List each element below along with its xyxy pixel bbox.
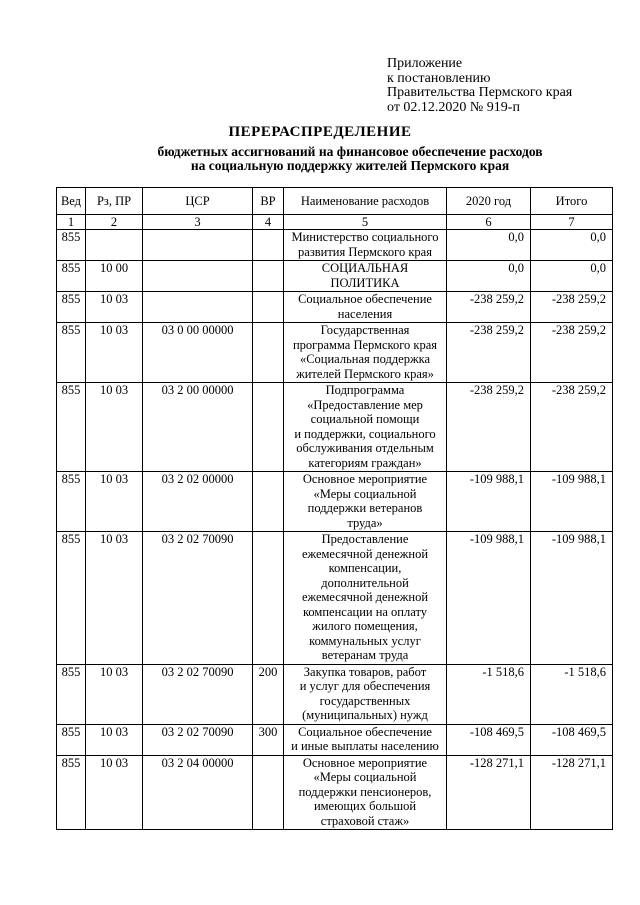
cell-rzpr xyxy=(86,230,143,261)
cell-name xyxy=(284,292,447,323)
cell-ved: 855 xyxy=(57,383,86,472)
name-line: и поддержки, социального xyxy=(294,426,436,441)
cell-csr: 03 0 00 00000 xyxy=(143,323,253,383)
column-number: 6 xyxy=(447,215,531,230)
cell-name xyxy=(284,755,447,830)
cell-csr xyxy=(143,261,253,292)
cell-ved: 855 xyxy=(57,323,86,383)
table-row xyxy=(57,292,613,323)
cell-2020: -238 259,2 xyxy=(447,323,531,383)
header-name: Наименование расходов xyxy=(284,188,447,215)
name-line: компенсации, xyxy=(328,561,402,575)
cell-2020: -238 259,2 xyxy=(447,292,531,323)
cell-ved: 855 xyxy=(57,664,86,724)
name-line: и услуг для обеспечения xyxy=(299,679,431,693)
name-line: «Социальная поддержка xyxy=(299,352,431,366)
name-line: программа Пермского края xyxy=(292,337,438,352)
cell-vr xyxy=(253,755,284,830)
cell-vr xyxy=(253,292,284,323)
cell-name xyxy=(284,532,447,665)
cell-total: 0,0 xyxy=(531,261,613,292)
subtitle-line: на социальную поддержку жителей Пермского края xyxy=(190,158,510,173)
name-line: ежемесячной денежной xyxy=(301,546,429,561)
table-row xyxy=(57,755,613,830)
column-number-row xyxy=(57,215,613,230)
name-line: населения xyxy=(337,306,393,321)
cell-2020: -109 988,1 xyxy=(447,472,531,532)
cell-vr xyxy=(253,323,284,383)
cell-name xyxy=(284,323,447,383)
name-line: «Меры социальной xyxy=(313,486,417,501)
name-line: поддержки пенсионеров, xyxy=(298,784,432,799)
header-2020: 2020 год xyxy=(447,188,531,215)
cell-vr xyxy=(253,472,284,532)
table-row xyxy=(57,230,613,261)
cell-2020: -128 271,1 xyxy=(447,755,531,830)
cell-csr: 03 2 02 00000 xyxy=(143,472,253,532)
cell-csr: 03 2 02 70090 xyxy=(143,724,253,755)
name-line: поддержки ветеранов xyxy=(307,501,423,515)
cell-rzpr: 10 03 xyxy=(86,755,143,830)
cell-rzpr: 10 03 xyxy=(86,664,143,724)
name-line: ветеранам труда xyxy=(321,648,409,662)
name-line: ежемесячной денежной xyxy=(301,590,429,604)
column-number: 4 xyxy=(253,215,284,230)
document-title: ПЕРЕРАСПРЕДЕЛЕНИЕ xyxy=(228,124,412,140)
cell-rzpr: 10 03 xyxy=(86,472,143,532)
cell-ved: 855 xyxy=(57,292,86,323)
subtitle-line: бюджетных ассигнований на финансовое обеспечение расходов xyxy=(157,144,543,159)
table-row xyxy=(57,261,613,292)
name-line: государственных xyxy=(319,693,411,708)
cell-2020: -108 469,5 xyxy=(447,724,531,755)
appendix-line: Приложение xyxy=(387,56,463,71)
appendix-block xyxy=(387,57,572,115)
cell-rzpr: 10 03 xyxy=(86,532,143,665)
name-line: Закупка товаров, работ xyxy=(303,664,427,679)
cell-csr: 03 2 02 70090 xyxy=(143,532,253,665)
name-line: страховой стаж» xyxy=(320,813,410,828)
column-number: 5 xyxy=(284,215,447,230)
table-row xyxy=(57,472,613,532)
cell-name xyxy=(284,724,447,755)
cell-csr: 03 2 04 00000 xyxy=(143,755,253,830)
cell-2020: -1 518,6 xyxy=(447,664,531,724)
cell-name xyxy=(284,230,447,261)
cell-vr xyxy=(253,383,284,472)
name-line: (муниципальных) нужд xyxy=(302,708,428,722)
name-line: Государственная xyxy=(320,323,410,337)
column-number: 7 xyxy=(531,215,613,230)
cell-name xyxy=(284,383,447,472)
cell-2020: 0,0 xyxy=(447,261,531,292)
cell-vr xyxy=(253,230,284,261)
column-number: 3 xyxy=(143,215,253,230)
cell-vr: 200 xyxy=(253,664,284,724)
name-line: дополнительной xyxy=(321,575,409,590)
table-row xyxy=(57,323,613,383)
name-line: Подпрограмма xyxy=(325,383,405,397)
name-line: Социальное обеспечение xyxy=(298,292,432,306)
cell-2020: 0,0 xyxy=(447,230,531,261)
name-line: жителей Пермского края» xyxy=(296,366,434,381)
cell-ved: 855 xyxy=(57,532,86,665)
name-line: Министерство социального xyxy=(291,230,439,244)
cell-total: -128 271,1 xyxy=(531,755,613,830)
header-csr: ЦСР xyxy=(143,188,253,215)
name-line: коммунальных услуг xyxy=(309,633,421,648)
name-line: компенсации на оплату xyxy=(302,604,428,619)
cell-name xyxy=(284,472,447,532)
name-line: СОЦИАЛЬНАЯ xyxy=(321,261,409,275)
cell-total: -109 988,1 xyxy=(531,472,613,532)
table-row xyxy=(57,724,613,755)
cell-total: -238 259,2 xyxy=(531,323,613,383)
table-row xyxy=(57,383,613,472)
appendix-line: от 02.12.2020 № 919-п xyxy=(387,99,520,115)
cell-rzpr: 10 03 xyxy=(86,724,143,755)
cell-ved: 855 xyxy=(57,230,86,261)
cell-rzpr: 10 00 xyxy=(86,261,143,292)
cell-csr xyxy=(143,230,253,261)
name-line: имеющих большой xyxy=(313,799,417,813)
cell-total: 0,0 xyxy=(531,230,613,261)
cell-ved: 855 xyxy=(57,261,86,292)
name-line: и иные выплаты населению xyxy=(291,739,439,753)
cell-ved: 855 xyxy=(57,724,86,755)
cell-ved: 855 xyxy=(57,472,86,532)
column-number: 1 xyxy=(57,215,86,230)
table-row xyxy=(57,664,613,724)
column-number: 2 xyxy=(86,215,143,230)
cell-rzpr: 10 03 xyxy=(86,292,143,323)
name-line: жилого помещения, xyxy=(312,619,418,633)
name-line: Социальное обеспечение xyxy=(298,724,432,739)
cell-rzpr: 10 03 xyxy=(86,383,143,472)
appendix-line: Правительства Пермского края xyxy=(387,85,573,100)
header-vr: ВР xyxy=(253,188,284,215)
table-row xyxy=(57,532,613,665)
cell-ved: 855 xyxy=(57,755,86,830)
cell-vr xyxy=(253,532,284,665)
header-row xyxy=(57,188,613,215)
header-ved: Вед xyxy=(57,188,86,215)
name-line: «Предоставление мер xyxy=(307,397,423,412)
header-total: Итого xyxy=(531,188,613,215)
cell-rzpr: 10 03 xyxy=(86,323,143,383)
name-line: «Меры социальной xyxy=(313,770,417,784)
cell-2020: -238 259,2 xyxy=(447,383,531,472)
cell-total: -109 988,1 xyxy=(531,532,613,665)
cell-csr: 03 2 00 00000 xyxy=(143,383,253,472)
name-line: Основное мероприятие xyxy=(302,755,428,770)
name-line: обслуживания отдельным xyxy=(296,441,434,455)
document-subtitle xyxy=(0,145,640,173)
header-rzpr: Рз, ПР xyxy=(86,188,143,215)
name-line: развития Пермского края xyxy=(298,244,432,259)
cell-total: -238 259,2 xyxy=(531,383,613,472)
cell-total: -108 469,5 xyxy=(531,724,613,755)
name-line: Предоставление xyxy=(321,532,409,546)
appendix-line: к постановлению xyxy=(387,70,491,86)
cell-total: -1 518,6 xyxy=(531,664,613,724)
name-line: ПОЛИТИКА xyxy=(330,275,400,290)
cell-2020: -109 988,1 xyxy=(447,532,531,665)
cell-name xyxy=(284,261,447,292)
cell-name xyxy=(284,664,447,724)
cell-csr xyxy=(143,292,253,323)
name-line: труда» xyxy=(347,515,383,530)
name-line: Основное мероприятие xyxy=(302,472,428,486)
name-line: категориям граждан» xyxy=(308,455,422,470)
name-line: социальной помощи xyxy=(310,412,420,426)
cell-vr: 300 xyxy=(253,724,284,755)
cell-total: -238 259,2 xyxy=(531,292,613,323)
cell-vr xyxy=(253,261,284,292)
budget-table xyxy=(56,187,613,830)
cell-csr: 03 2 02 70090 xyxy=(143,664,253,724)
